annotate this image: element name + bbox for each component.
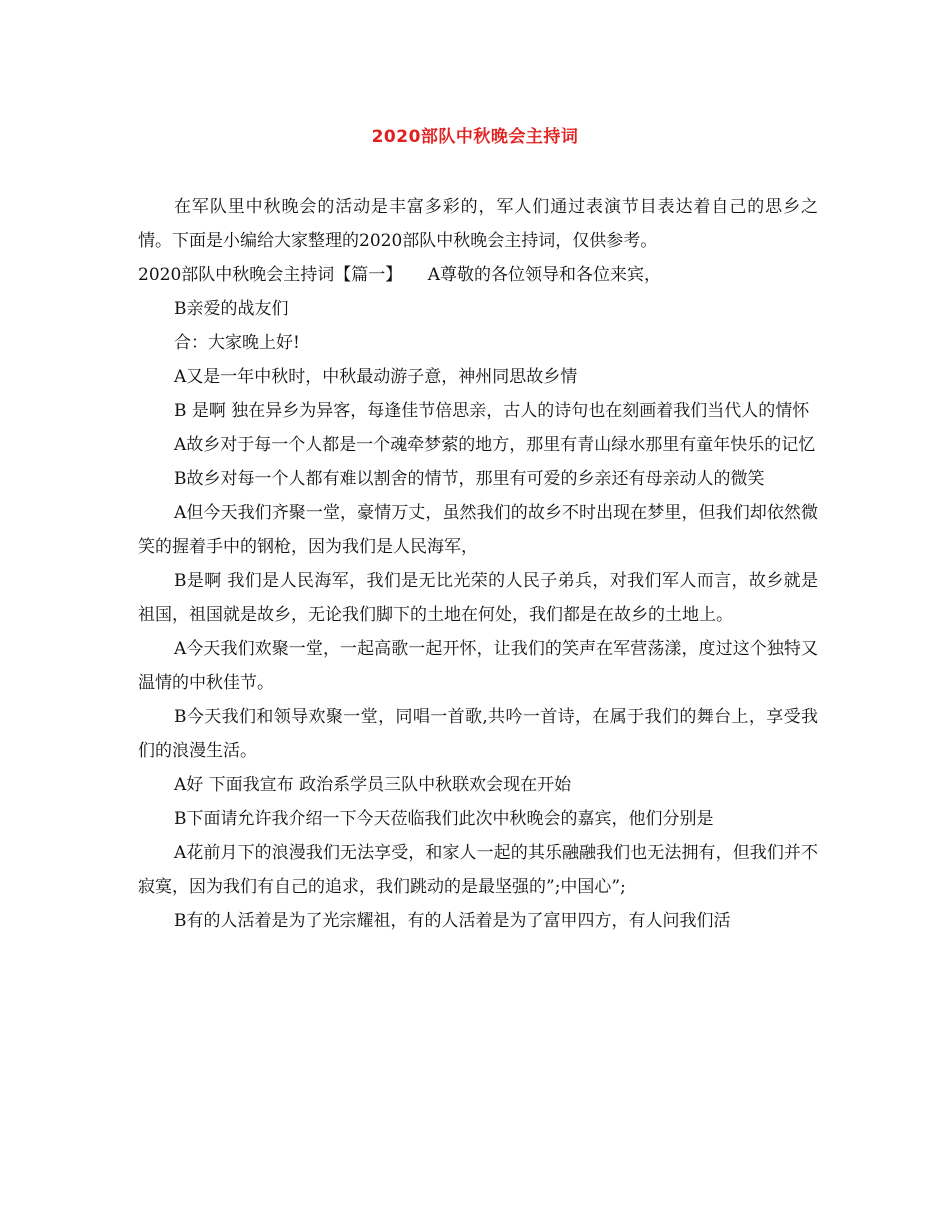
paragraph: A又是一年中秋时，中秋最动游子意，神州同思故乡情: [174, 367, 578, 387]
paragraph-intro: 在军队里中秋晚会的活动是丰富多彩的，军人们通过表演节目表达着自己的思乡之情。下面是小编给大家整理的2020部队中秋晚会主持词，仅供参考。: [138, 197, 818, 251]
paragraph: A花前月下的浪漫我们无法享受，和家人一起的其乐融融我们也无法拥有，但我们并不寂寞，因为我们有自己的追求，我们跳动的是最坚强的”;中国心”;: [138, 843, 818, 897]
paragraph: A好 下面我宣布 政治系学员三队中秋联欢会现在开始: [174, 775, 572, 795]
paragraph: A故乡对于每一个人都是一个魂牵梦萦的地方，那里有青山绿水那里有童年快乐的记忆: [174, 435, 816, 455]
document-title: 2020部队中秋晚会主持词: [371, 127, 579, 147]
paragraph: B是啊 我们是人民海军，我们是无比光荣的人民子弟兵，对我们军人而言，故乡就是祖国，祖国就是故乡，无论我们脚下的土地在何处，我们都是在故乡的土地上。: [138, 571, 818, 625]
paragraph: B下面请允许我介绍一下今天莅临我们此次中秋晚会的嘉宾，他们分别是: [174, 809, 714, 829]
paragraph: A但今天我们齐聚一堂，豪情万丈，虽然我们的故乡不时出现在梦里，但我们却依然微笑的握着手中的钢枪，因为我们是人民海军，: [138, 503, 818, 557]
paragraph: 合：大家晚上好!: [174, 333, 300, 353]
paragraph: B 是啊 独在异乡为异客，每逢佳节倍思亲，古人的诗句也在刻画着我们当代人的情怀: [174, 401, 810, 421]
paragraph: B故乡对每一个人都有难以割舍的情节，那里有可爱的乡亲还有母亲动人的微笑: [174, 469, 765, 489]
paragraph: B亲爱的战友们: [174, 299, 289, 319]
paragraph: A今天我们欢聚一堂，一起高歌一起开怀，让我们的笑声在军营荡漾，度过这个独特又温情的中秋佳节。: [138, 639, 818, 693]
paragraph: B有的人活着是为了光宗耀祖，有的人活着是为了富甲四方，有人问我们活: [174, 911, 731, 931]
paragraph: B今天我们和领导欢聚一堂，同唱一首歌,共吟一首诗，在属于我们的舞台上，享受我们的浪漫生活。: [138, 707, 818, 761]
document-body: [138, 190, 818, 938]
paragraph-section-heading: 2020部队中秋晚会主持词【篇一】 A尊敬的各位领导和各位来宾，: [138, 265, 662, 285]
